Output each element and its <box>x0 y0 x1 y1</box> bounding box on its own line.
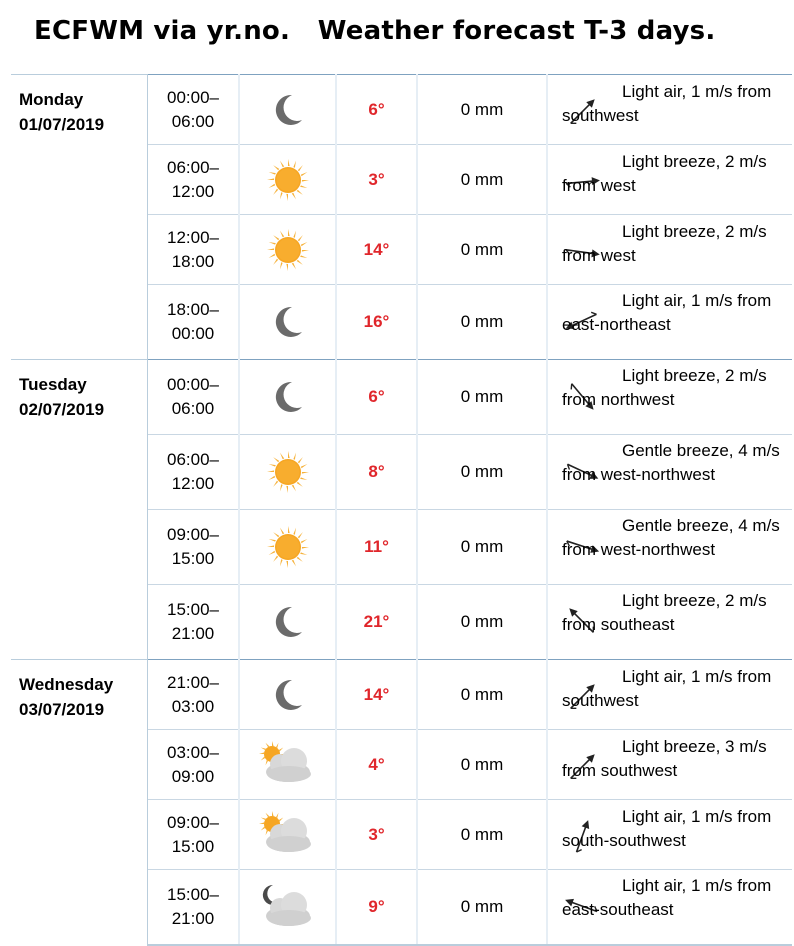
day-name: Tuesday <box>19 375 87 394</box>
wind-cell <box>547 510 792 585</box>
precipitation: 0 mm <box>417 360 547 435</box>
wind-cell <box>547 75 792 145</box>
time-period <box>148 435 240 510</box>
sun-icon <box>240 155 335 205</box>
wind-description: Light air, 1 m/s from south-southwest <box>562 806 772 850</box>
wind-cell <box>547 660 792 730</box>
wind-description: Light breeze, 2 m/s from southeast <box>562 591 767 634</box>
table-row <box>11 75 792 145</box>
partly-cloudy-sun-icon <box>240 810 335 860</box>
table-row <box>11 660 792 730</box>
period-start: 09:00– <box>167 812 219 832</box>
sun-icon <box>240 447 335 497</box>
period-end: 15:00 <box>171 549 215 568</box>
period-start: 09:00– <box>167 525 219 544</box>
moon-icon <box>240 302 335 342</box>
time-period <box>148 660 240 730</box>
table-row <box>11 360 792 435</box>
period-end: 18:00 <box>171 251 215 271</box>
period-end: 06:00 <box>171 111 215 131</box>
period-end: 21:00 <box>171 909 215 928</box>
period-start: 18:00– <box>167 300 219 319</box>
time-period <box>148 800 240 870</box>
temperature: 3° <box>336 145 417 215</box>
day-date: 02/07/2019 <box>19 400 105 419</box>
day-name: Monday <box>19 90 84 109</box>
weather-symbol-cell <box>239 145 336 215</box>
period-start: 06:00– <box>167 157 219 177</box>
day-name: Wednesday <box>19 675 114 694</box>
time-period <box>148 585 240 660</box>
temperature: 4° <box>336 730 417 800</box>
weather-symbol-cell <box>239 870 336 946</box>
temperature: 6° <box>336 75 417 145</box>
wind-cell <box>547 215 792 285</box>
day-header <box>11 75 148 360</box>
precipitation: 0 mm <box>417 215 547 285</box>
weather-symbol-cell <box>239 800 336 870</box>
period-start: 12:00– <box>167 227 219 247</box>
temperature: 16° <box>336 285 417 360</box>
partly-cloudy-moon-icon <box>240 882 335 932</box>
day-date: 01/07/2019 <box>19 115 105 134</box>
wind-cell <box>547 800 792 870</box>
wind-cell <box>547 730 792 800</box>
temperature: 14° <box>336 215 417 285</box>
moon-icon <box>240 602 335 642</box>
period-start: 15:00– <box>167 600 219 619</box>
wind-description: Light breeze, 3 m/s from southwest <box>562 736 767 780</box>
partly-cloudy-sun-icon <box>240 740 335 790</box>
weather-symbol-cell <box>239 75 336 145</box>
weather-symbol-cell <box>239 660 336 730</box>
wind-description: Light air, 1 m/s from southwest <box>562 81 772 125</box>
moon-icon <box>240 377 335 417</box>
period-end: 03:00 <box>171 696 215 716</box>
temperature: 11° <box>336 510 417 585</box>
period-start: 21:00– <box>167 672 219 692</box>
day-header <box>11 660 148 946</box>
weather-symbol-cell <box>239 215 336 285</box>
period-end: 15:00 <box>171 836 215 856</box>
time-period <box>148 145 240 215</box>
period-end: 21:00 <box>171 624 215 643</box>
period-start: 00:00– <box>167 87 219 107</box>
precipitation: 0 mm <box>417 510 547 585</box>
moon-icon <box>240 90 335 130</box>
weather-symbol-cell <box>239 585 336 660</box>
wind-cell <box>547 360 792 435</box>
wind-description: Light air, 1 m/s from east-southeast <box>562 876 772 919</box>
wind-description: Light air, 1 m/s from east-northeast <box>562 291 772 334</box>
wind-cell <box>547 435 792 510</box>
time-period <box>148 870 240 946</box>
sun-icon <box>240 225 335 275</box>
period-start: 00:00– <box>167 375 219 394</box>
precipitation: 0 mm <box>417 870 547 946</box>
wind-description: Light breeze, 2 m/s from west <box>562 221 767 265</box>
temperature: 8° <box>336 435 417 510</box>
precipitation: 0 mm <box>417 145 547 215</box>
period-end: 12:00 <box>171 181 215 201</box>
day-date: 03/07/2019 <box>19 700 105 719</box>
precipitation: 0 mm <box>417 730 547 800</box>
weather-symbol-cell <box>239 435 336 510</box>
precipitation: 0 mm <box>417 435 547 510</box>
wind-cell <box>547 585 792 660</box>
wind-cell <box>547 285 792 360</box>
temperature: 21° <box>336 585 417 660</box>
time-period <box>148 215 240 285</box>
weather-symbol-cell <box>239 285 336 360</box>
period-end: 06:00 <box>171 399 215 418</box>
temperature: 6° <box>336 360 417 435</box>
moon-icon <box>240 675 335 715</box>
temperature: 9° <box>336 870 417 946</box>
precipitation: 0 mm <box>417 660 547 730</box>
period-start: 03:00– <box>167 742 219 762</box>
page-title: ECFWM via yr.no. Weather forecast T-3 days. <box>34 16 716 46</box>
wind-description: Gentle breeze, 4 m/s from west-northwest <box>562 516 780 559</box>
wind-cell <box>547 870 792 946</box>
forecast-table <box>11 74 792 946</box>
temperature: 14° <box>336 660 417 730</box>
period-start: 06:00– <box>167 450 219 469</box>
wind-description: Light breeze, 2 m/s from northwest <box>562 366 767 409</box>
wind-description: Light breeze, 2 m/s from west <box>562 151 767 195</box>
time-period <box>148 730 240 800</box>
weather-symbol-cell <box>239 730 336 800</box>
precipitation: 0 mm <box>417 800 547 870</box>
time-period <box>148 360 240 435</box>
weather-symbol-cell <box>239 360 336 435</box>
wind-description: Gentle breeze, 4 m/s from west-northwest <box>562 441 780 484</box>
day-header <box>11 360 148 660</box>
period-end: 09:00 <box>171 766 215 786</box>
wind-cell <box>547 145 792 215</box>
weather-symbol-cell <box>239 510 336 585</box>
time-period <box>148 510 240 585</box>
precipitation: 0 mm <box>417 585 547 660</box>
precipitation: 0 mm <box>417 75 547 145</box>
period-start: 15:00– <box>167 885 219 904</box>
time-period <box>148 75 240 145</box>
period-end: 12:00 <box>171 474 215 493</box>
temperature: 3° <box>336 800 417 870</box>
wind-description: Light air, 1 m/s from southwest <box>562 666 772 710</box>
sun-icon <box>240 522 335 572</box>
precipitation: 0 mm <box>417 285 547 360</box>
period-end: 00:00 <box>171 324 215 343</box>
time-period <box>148 285 240 360</box>
